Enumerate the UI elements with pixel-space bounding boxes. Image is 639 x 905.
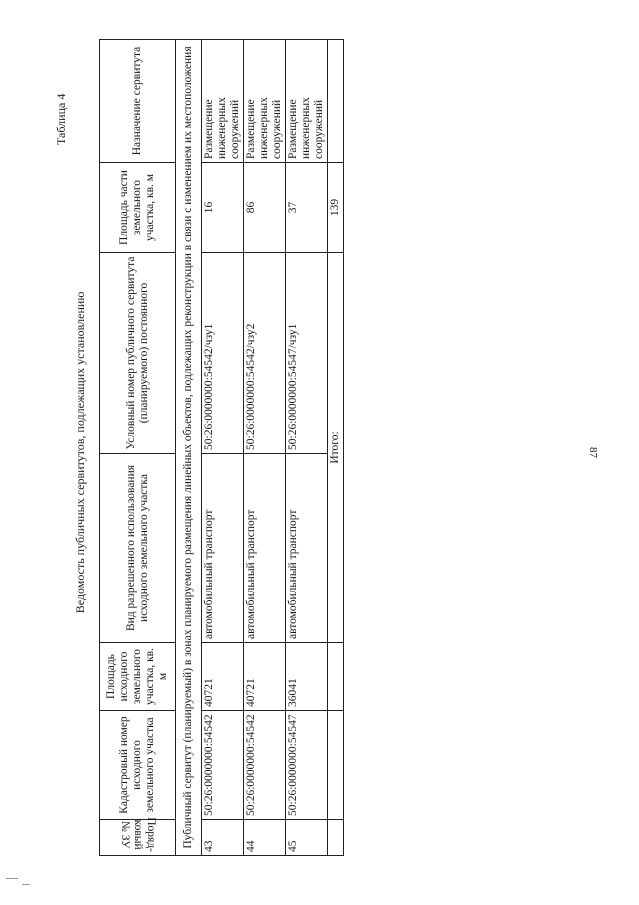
cell-purpose: Размещение инженерных сооружений [286,40,328,163]
servitude-table [99,39,344,856]
column-header-use: Вид разрешенного использования исходного земельного участка [100,454,176,643]
cell-use: автомобильный транспорт [286,454,328,643]
cell-cadastral: 50:26:0000000:54542 [244,711,286,820]
table-label: Таблица 4 [54,93,68,145]
cell-area: 36041 [286,643,328,711]
scan-mark [22,884,30,885]
table-row [286,40,328,856]
column-header-purpose: Назначение сервитута [100,40,176,163]
document-title: Ведомость публичных сервитутов, подлежащих установлению [73,291,87,614]
total-row [328,40,344,856]
section-title: Публичный сервитут (планируемый) в зонах планируемого размещения линейных объектов, подлежащих реконструкции в связи с изменением их местоположения [176,40,202,856]
cell-number: 44 [244,820,286,856]
cell-number: 43 [202,820,244,856]
page-number: 87 [587,447,599,458]
cell-cadastral: 50:26:0000000:54547 [286,711,328,820]
column-header-number-text: Поряд-ковый № ЗУ [119,817,157,852]
cell-purpose: Размещение инженерных сооружений [202,40,244,163]
cell-purpose: Размещение инженерных сооружений [244,40,286,163]
cell-empty [328,820,344,856]
table-row [202,40,244,856]
cell-servitude: 50:26:0000000:54542/чзу1 [202,253,244,454]
table-header-row [100,40,176,856]
cell-area: 40721 [244,643,286,711]
cell-part-area: 37 [286,163,328,253]
column-header-servitude: Условный номер публичного сервитута (планируемого) постоянного [100,253,176,454]
section-row [176,40,202,856]
cell-servitude: 50:26:0000000:54542/чзу2 [244,253,286,454]
cell-servitude: 50:26:0000000:54547/чзу1 [286,253,328,454]
cell-empty [328,711,344,820]
cell-part-area: 86 [244,163,286,253]
cell-use: автомобильный транспорт [202,454,244,643]
table-row [244,40,286,856]
cell-area: 40721 [202,643,244,711]
scan-mark [6,878,18,879]
cell-number: 45 [286,820,328,856]
total-label: Итого: [328,253,344,643]
column-header-number [100,817,176,856]
cell-use: автомобильный транспорт [244,454,286,643]
cell-part-area: 16 [202,163,244,253]
total-value: 139 [328,163,344,253]
column-header-cadastral: Кадастровый номер исходного земельного участка [100,711,176,820]
cell-cadastral: 50:26:0000000:54542 [202,711,244,820]
column-header-area: Площадь исходного земельного участка, кв. м [100,643,176,711]
cell-empty [328,643,344,711]
column-header-part-area: Площадь части земельного участка, кв. м [100,163,176,253]
cell-empty [328,40,344,163]
